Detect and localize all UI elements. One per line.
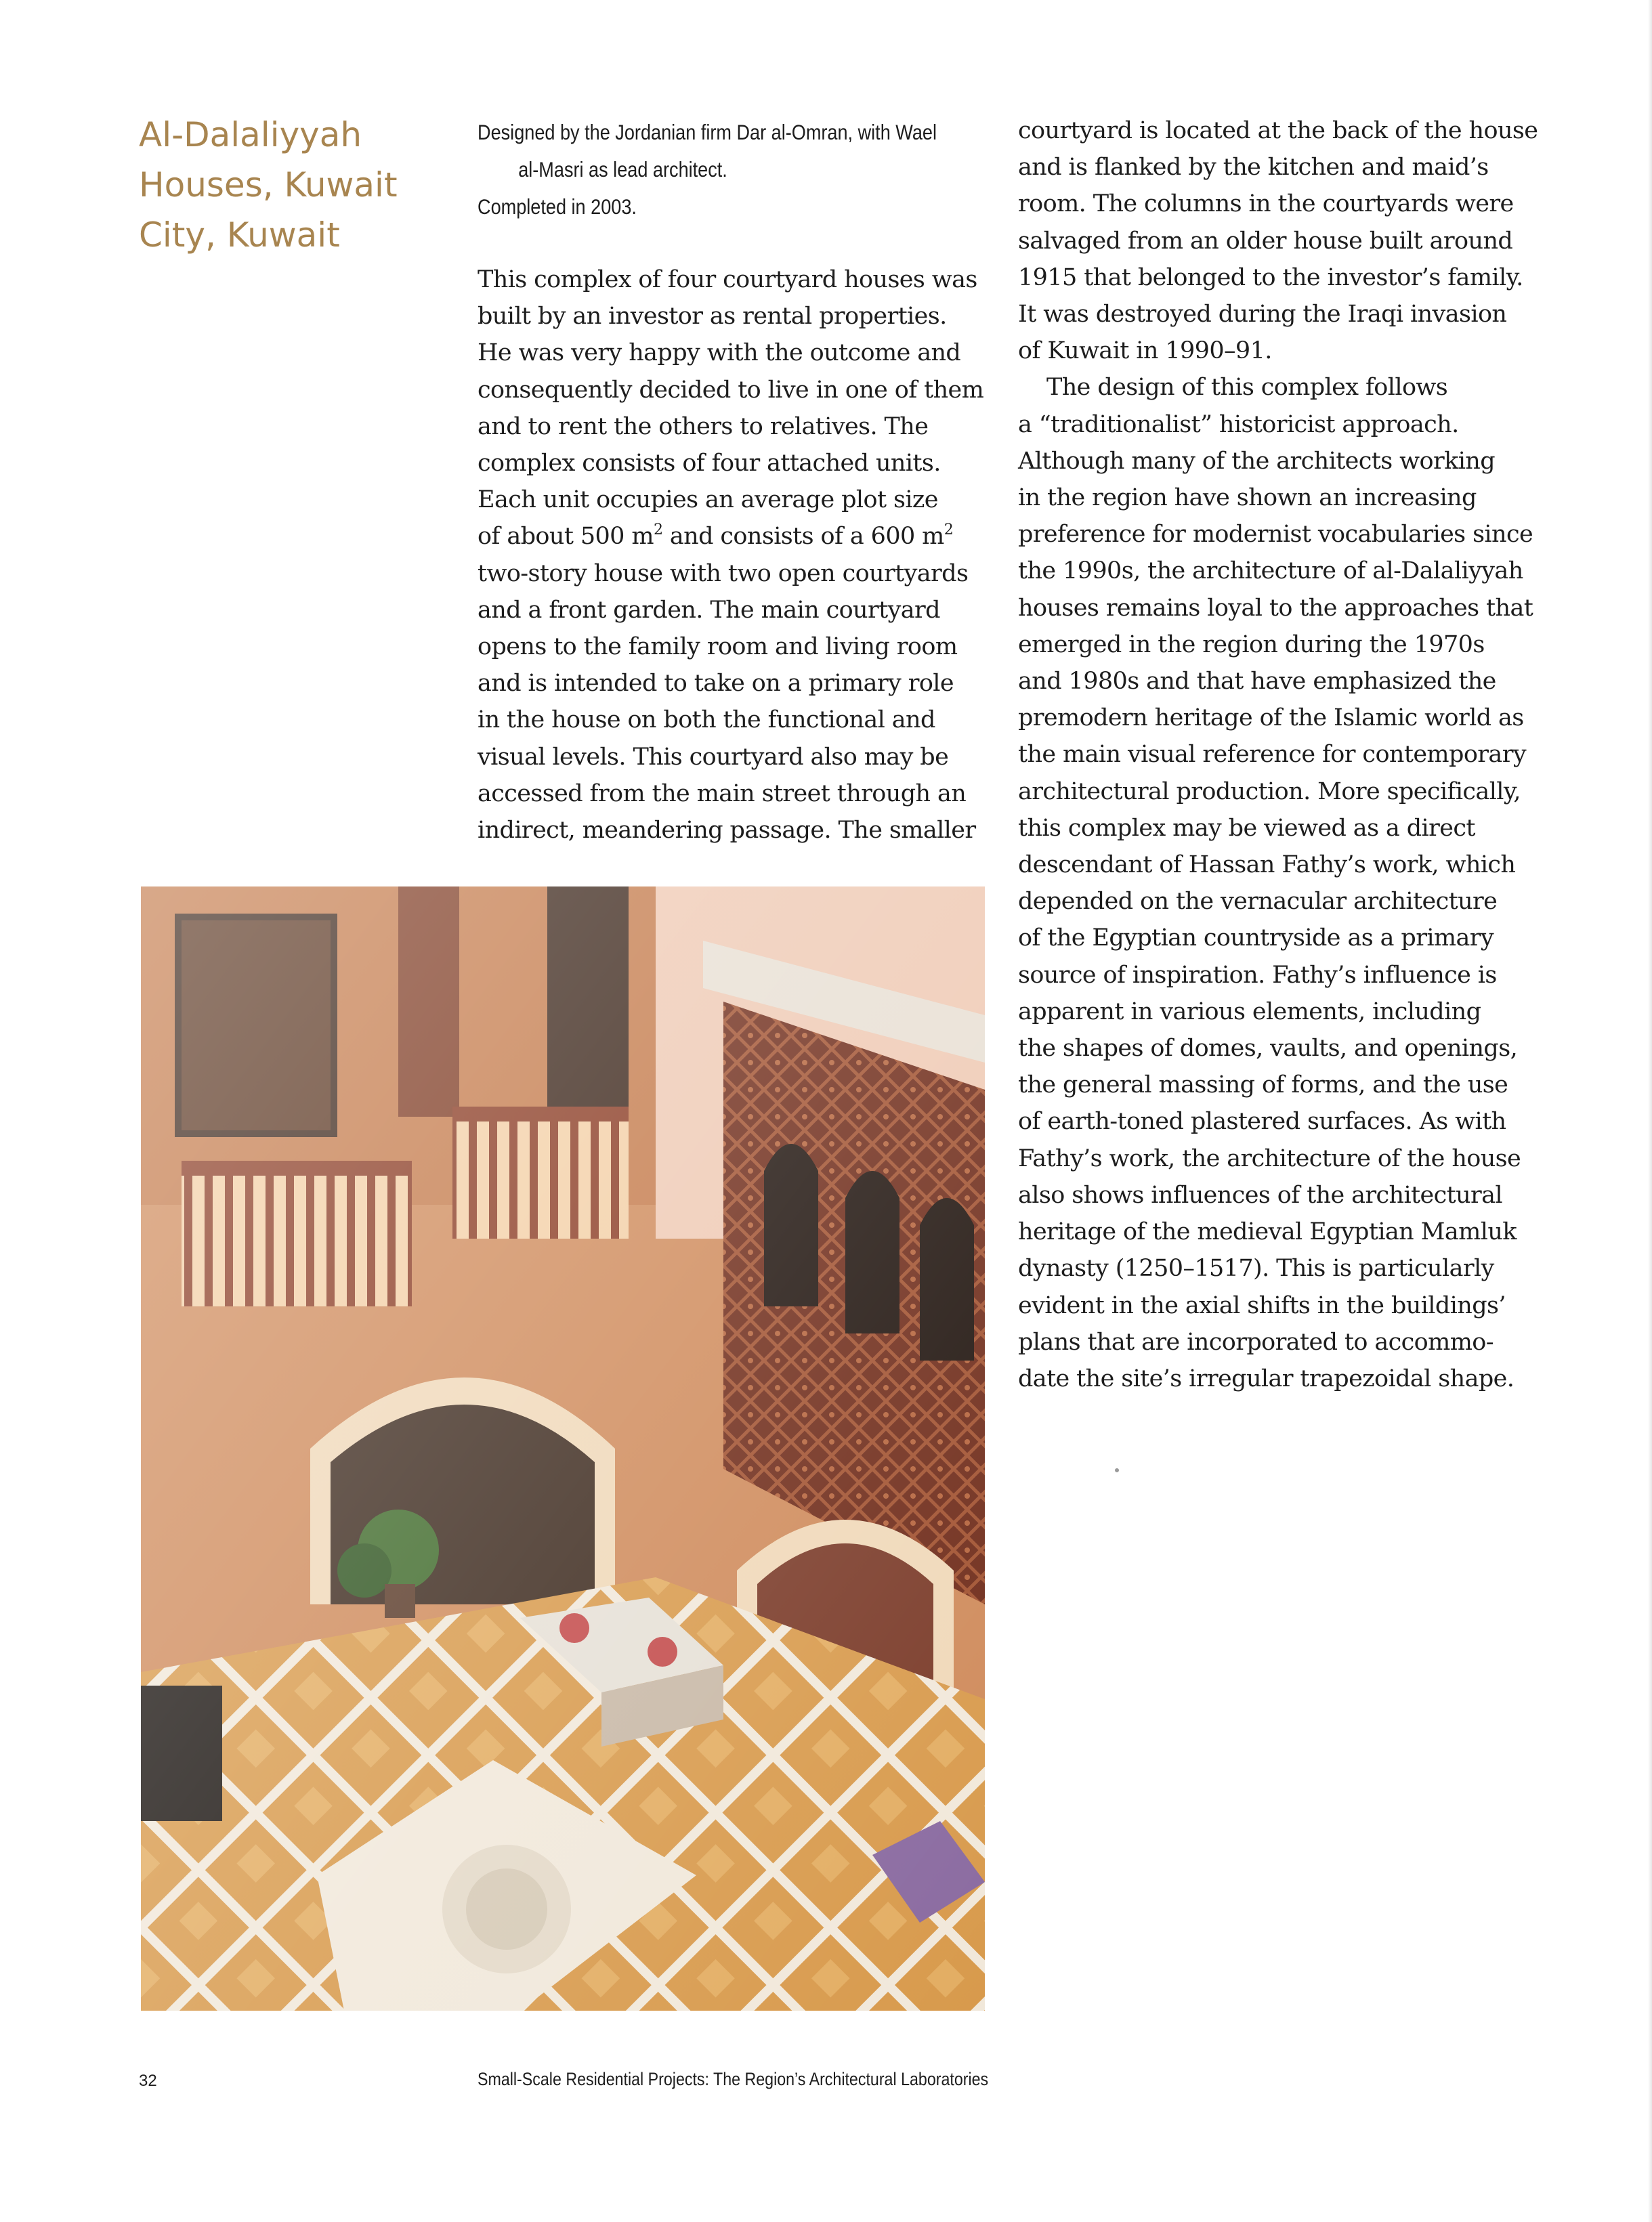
text-line: houses remains loyal to the approaches that <box>1018 594 1533 622</box>
text-line: indirect, meandering passage. The smaller <box>478 817 976 845</box>
text-line: consequently decided to live in one of them <box>478 376 984 404</box>
text-line: the main visual reference for contemporary <box>1018 741 1526 769</box>
text-line: Fathy’s work, the architecture of the house <box>1018 1145 1521 1172</box>
text-line: and a front garden. The main courtyard <box>478 596 940 624</box>
text-line: a “traditionalist” historicist approach. <box>1018 410 1459 438</box>
text-line: accessed from the main street through an <box>478 779 967 807</box>
text-line: 1915 that belonged to the investor’s family. <box>1018 263 1523 291</box>
text-fragment: of about 500 m <box>478 523 654 551</box>
article-title <box>139 110 437 260</box>
text-line: and is intended to take on a primary role <box>478 670 954 698</box>
text-line: built by an investor as rental properties. <box>478 303 947 330</box>
project-credits <box>478 114 937 226</box>
text-line: It was destroyed during the Iraqi invasion <box>1018 301 1507 328</box>
text-fragment: and consists of a 600 m <box>662 523 944 551</box>
title-line: Al-Dalaliyyah <box>139 115 362 154</box>
text-line: Although many of the architects working <box>1018 447 1496 475</box>
text-line: complex consists of four attached units. <box>478 450 941 477</box>
text-line: the shapes of domes, vaults, and openings, <box>1018 1035 1518 1063</box>
page-edge <box>1648 0 1652 2222</box>
credits-line: al-Masri as lead architect. <box>518 157 727 181</box>
text-line: of Kuwait in 1990–91. <box>1018 337 1272 365</box>
text-line: two-story house with two open courtyards <box>478 559 969 587</box>
text-line: This complex of four courtyard houses was <box>478 266 977 293</box>
print-speck <box>1115 1468 1119 1472</box>
running-footer: Small-Scale Residential Projects: The Region’s Architectural Laboratories <box>478 2069 989 2089</box>
text-line: plans that are incorporated to accommo- <box>1018 1328 1494 1356</box>
plot-size-line <box>478 518 992 555</box>
text-line: descendant of Hassan Fathy’s work, which <box>1018 851 1516 879</box>
text-line: depended on the vernacular architecture <box>1018 888 1498 916</box>
text-line: apparent in various elements, including <box>1018 998 1481 1025</box>
text-line: of the Egyptian countryside as a primary <box>1018 924 1494 952</box>
text-line: and to rent the others to relatives. The <box>478 412 929 440</box>
paragraph-start-line: The design of this complex follows <box>1046 374 1448 402</box>
title-line: City, Kuwait <box>139 215 340 255</box>
text-line: of earth-toned plastered surfaces. As with <box>1018 1108 1506 1136</box>
text-line: date the site’s irregular trapezoidal shape. <box>1018 1365 1515 1392</box>
text-line: in the house on both the functional and <box>478 706 935 734</box>
text-line: room. The columns in the courtyards were <box>1018 190 1514 218</box>
text-line: evident in the axial shifts in the buildings’ <box>1018 1291 1506 1319</box>
text-line: and is flanked by the kitchen and maid’s <box>1018 154 1489 181</box>
text-line: source of inspiration. Fathy’s influence is <box>1018 961 1497 989</box>
body-column-left <box>478 261 992 849</box>
text-line: premodern heritage of the Islamic world as <box>1018 704 1524 732</box>
superscript: 2 <box>653 521 663 539</box>
text-line: salvaged from an older house built around <box>1018 227 1513 255</box>
text-line: in the region have shown an increasing <box>1018 484 1477 512</box>
title-line: Houses, Kuwait <box>139 165 398 205</box>
text-line: He was very happy with the outcome and <box>478 339 961 367</box>
text-line: preference for modernist vocabularies since <box>1018 521 1533 549</box>
text-line: courtyard is located at the back of the house <box>1018 117 1538 144</box>
text-line: heritage of the medieval Egyptian Mamluk <box>1018 1218 1517 1246</box>
text-line: and 1980s and that have emphasized the <box>1018 668 1496 696</box>
text-line: emerged in the region during the 1970s <box>1018 631 1485 658</box>
text-line: also shows influences of the architectural <box>1018 1181 1503 1209</box>
text-line: the 1990s, the architecture of al-Dalaliyyah <box>1018 557 1523 585</box>
text-line: the general massing of forms, and the use <box>1018 1071 1508 1099</box>
body-column-right <box>1018 112 1538 1397</box>
text-line: Each unit occupies an average plot size <box>478 486 938 514</box>
text-line: visual levels. This courtyard also may be <box>478 743 949 771</box>
text-line: this complex may be viewed as a direct <box>1018 814 1475 842</box>
text-line: dynasty (1250–1517). This is particularly <box>1018 1255 1494 1283</box>
superscript: 2 <box>944 521 954 539</box>
completion-line: Completed in 2003. <box>478 194 637 219</box>
courtyard-photo <box>141 886 985 2011</box>
credits-line: Designed by the Jordanian firm Dar al-Omran, with Wael <box>478 120 937 144</box>
page-number: 32 <box>139 2072 157 2090</box>
text-line: architectural production. More specifically, <box>1018 777 1521 805</box>
text-line: opens to the family room and living room <box>478 633 958 661</box>
